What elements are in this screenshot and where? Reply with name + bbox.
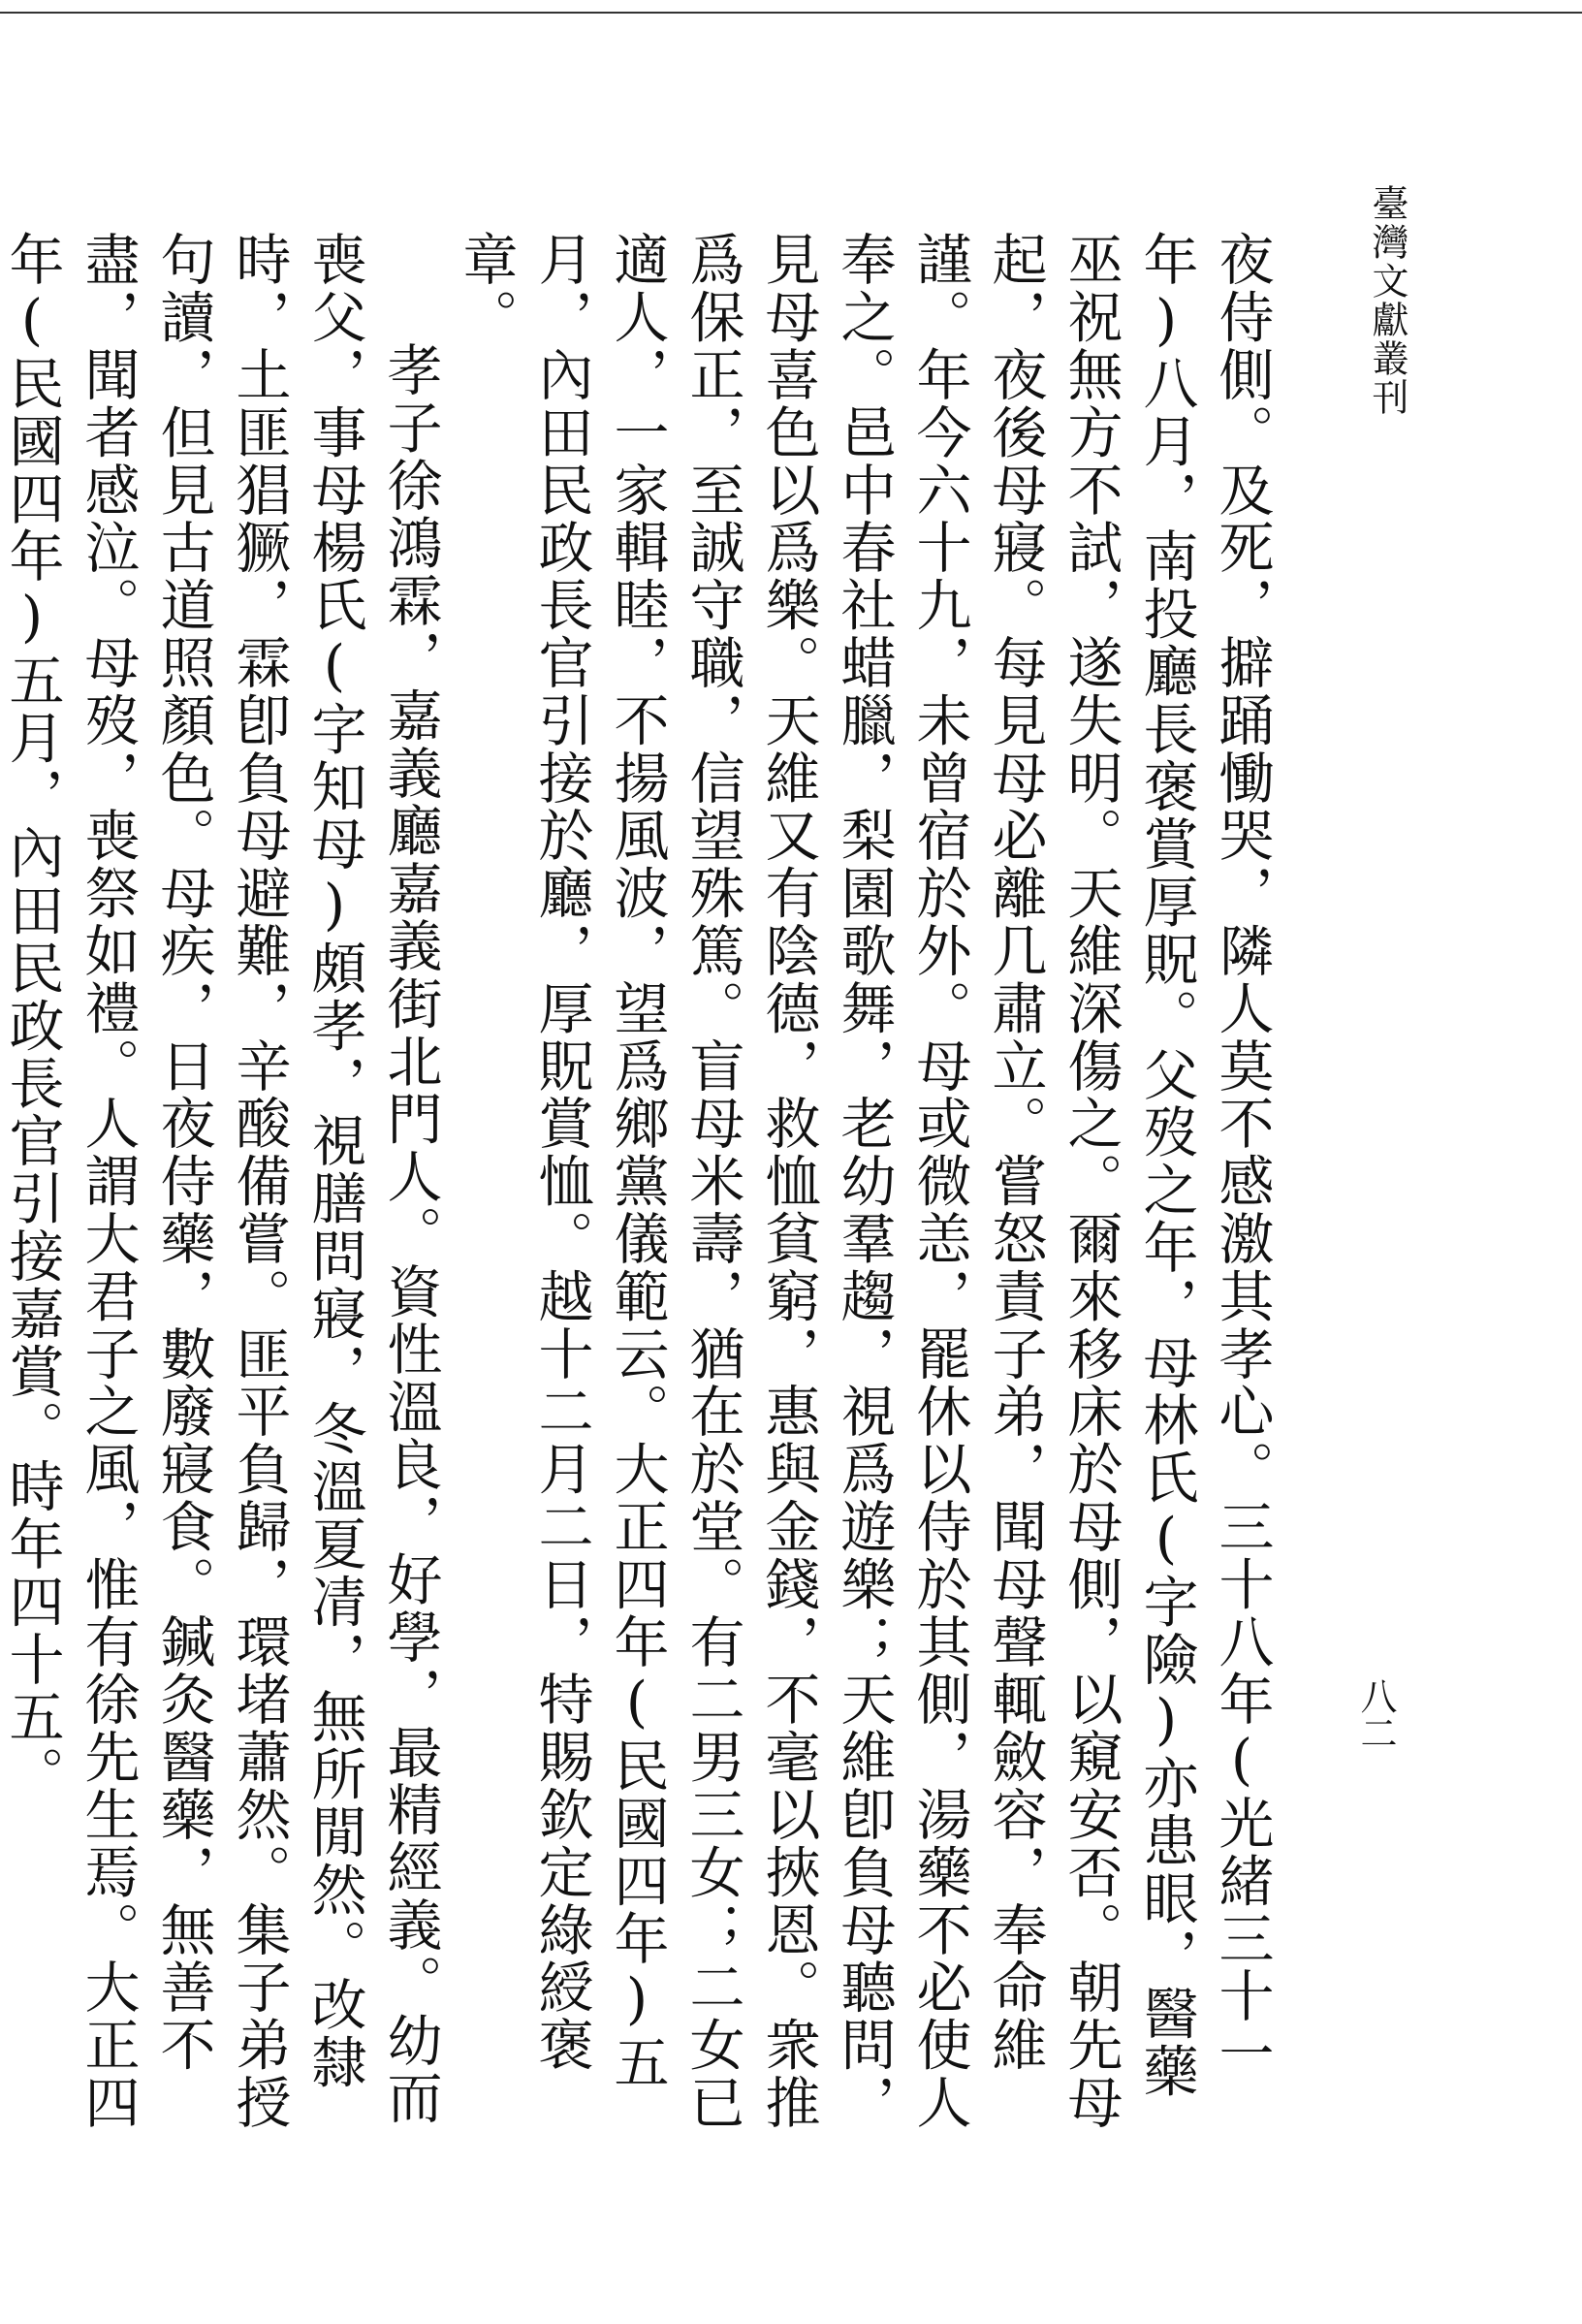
running-title: 臺灣文獻叢刊 xyxy=(1366,184,1408,417)
paragraph-xu-honglin: 孝子徐鴻霖，嘉義廳嘉義街北門人。資性溫良，好學，最精經義。幼而喪父，事母楊氏(字知母)頗孝，視膳問寢，冬溫夏凊，無所閒然。改隸時，土匪猖獗，霖卽負母避難，辛酸備嘗。匪平負歸，環堵蕭然。集子弟授句讀，但見古道照顏色。母疾，日夜侍藥，數廢寢食。鍼灸醫藥，無善不盡，聞者感泣。母歿，喪祭如禮。人謂大君子之風，惟有徐先生焉。大正四年(民國四年)五月，內田民政長官引接嘉賞。時年四十五。 xyxy=(0,231,442,2132)
top-border-line xyxy=(0,12,1582,14)
vertical-text-body xyxy=(0,231,1280,2150)
paragraph-continued: 夜侍側。及死，擗踊慟哭，隣人莫不感激其孝心。三十八年(光緒三十一年)八月，南投廳長褒賞厚貺。父歿之年，母林氏(字險)亦患眼，醫藥巫祝無方不試，遂失明。天維深傷之。爾來移床於母側，以窺安否。朝先母起，夜後母寢。每見母必離几肅立。嘗怒責子弟，聞母聲輒斂容，奉命維謹。年今六十九，未曾宿於外。母或微恙，罷休以侍於其側，湯藥不必使人奉之。邑中春社蜡臘，梨園歌舞，老幼羣趨，視爲遊樂；天維卽負母聽問，見母喜色以爲樂。天維又有陰德，救恤貧窮，惠與金錢，不毫以挾恩。衆推爲保正，至誠守職，信望殊篤。盲母米壽，猶在於堂。有二男三女；二女已適人，一家輯睦，不揚風波，望爲鄉黨儀範云。大正四年(民國四年)五月，內田民政長官引接於廳，厚貺賞恤。越十二月二日，特賜欽定綠綬褒章。 xyxy=(454,231,1274,2132)
page-number: 八二 xyxy=(1354,1677,1397,1751)
